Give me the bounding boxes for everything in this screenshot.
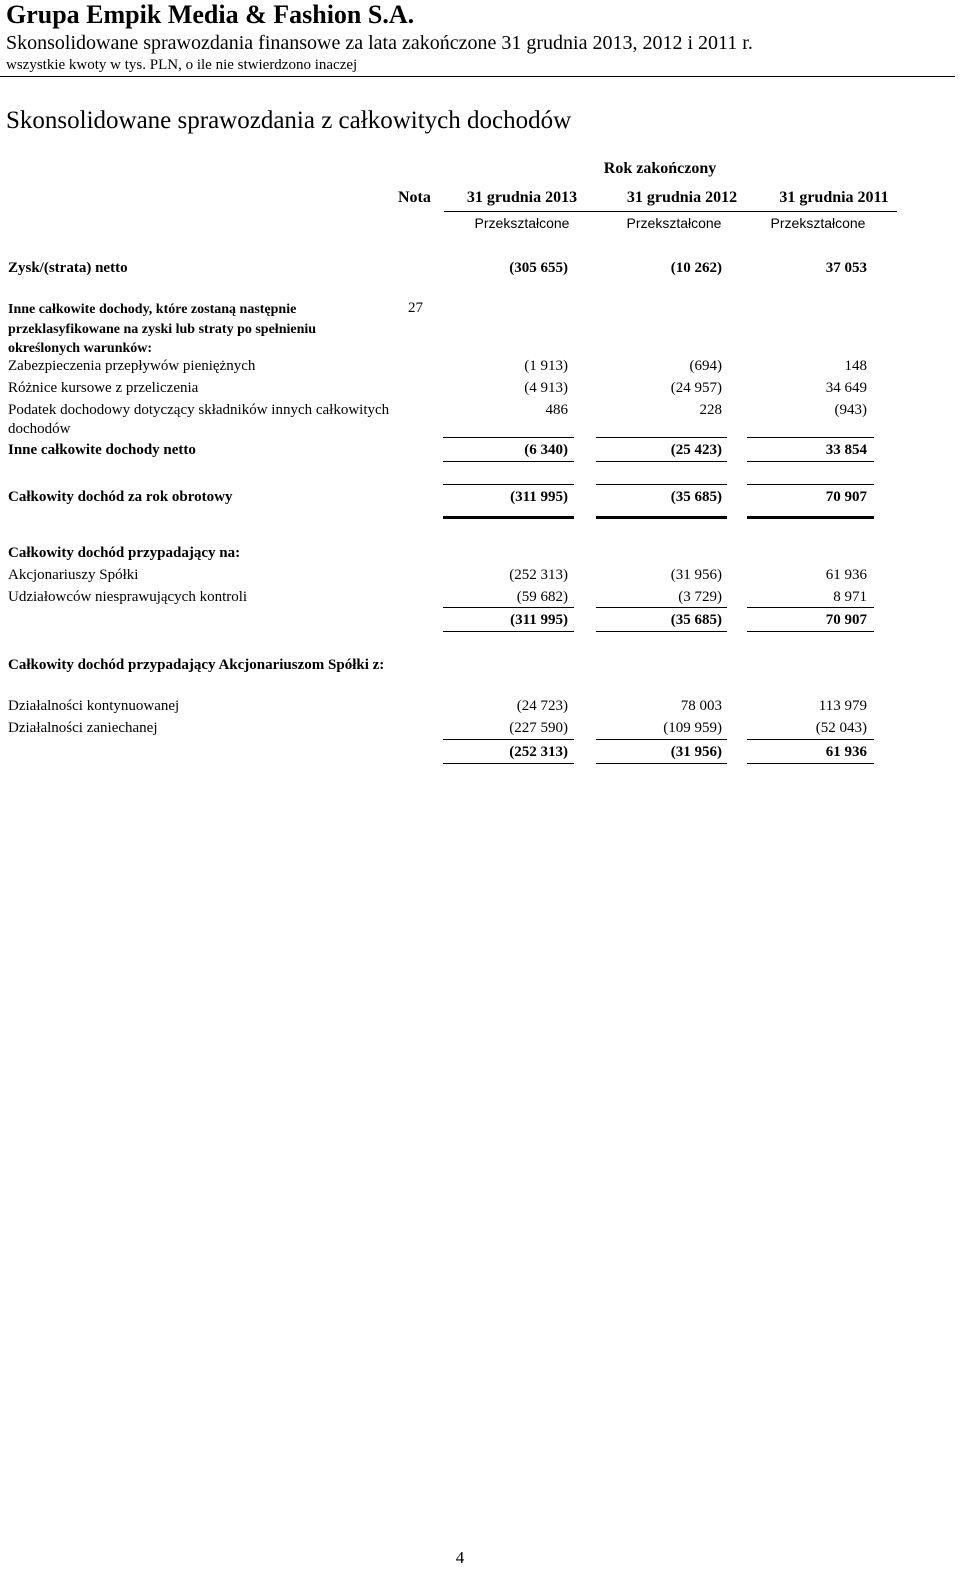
oci-heading-line3: określonych warunków: bbox=[8, 341, 153, 356]
shareholders-label: Akcjonariuszy Spółki bbox=[8, 567, 139, 583]
hedging-2011: 148 bbox=[844, 358, 867, 374]
operations-total-2013: (252 313) bbox=[509, 744, 568, 760]
oci-total-label: Inne całkowite dochody netto bbox=[8, 442, 196, 458]
hedging-2012: (694) bbox=[689, 358, 722, 374]
total-rule bbox=[747, 461, 874, 462]
total-income-label: Całkowity dochód za rok obrotowy bbox=[8, 489, 233, 505]
total-income-2011: 70 907 bbox=[825, 489, 867, 505]
subtotal-rule bbox=[747, 437, 874, 438]
col2-date: 31 grudnia 2012 bbox=[626, 189, 738, 206]
oci-total-2012: (25 423) bbox=[670, 442, 722, 458]
total-rule bbox=[596, 461, 727, 462]
minority-2011: 8 971 bbox=[833, 589, 867, 605]
total-rule bbox=[443, 763, 574, 764]
oci-heading-line2: przeklasyfikowane na zyski lub straty po spełnieniu bbox=[8, 322, 317, 337]
total-rule bbox=[443, 484, 574, 485]
tax-label-line2: dochodów bbox=[8, 421, 71, 437]
continuing-2012: 78 003 bbox=[680, 698, 722, 714]
attribution-total-2013: (311 995) bbox=[510, 612, 568, 628]
col1-date: 31 grudnia 2013 bbox=[466, 189, 578, 206]
double-rule bbox=[747, 516, 874, 519]
continuing-2011: 113 979 bbox=[818, 698, 867, 714]
total-rule bbox=[443, 461, 574, 462]
operations-heading: Całkowity dochód przypadający Akcjonariuszom Spółki z: bbox=[8, 657, 385, 673]
attribution-heading: Całkowity dochód przypadający na: bbox=[8, 545, 241, 561]
subtotal-rule bbox=[747, 607, 874, 608]
total-rule bbox=[747, 631, 874, 632]
header-divider bbox=[0, 76, 955, 77]
col2-status: Przekształcone bbox=[626, 215, 722, 231]
units-note: wszystkie kwoty w tys. PLN, o ile nie stwierdzono inaczej bbox=[6, 57, 358, 73]
fx-2012: (24 957) bbox=[670, 380, 722, 396]
total-rule bbox=[443, 631, 574, 632]
tax-2012: 228 bbox=[699, 402, 722, 418]
attribution-total-2012: (35 685) bbox=[670, 612, 722, 628]
operations-total-2012: (31 956) bbox=[670, 744, 722, 760]
total-rule bbox=[596, 631, 727, 632]
hedging-label: Zabezpieczenia przepływów pieniężnych bbox=[8, 358, 256, 374]
total-rule bbox=[596, 763, 727, 764]
subtotal-rule bbox=[596, 739, 727, 740]
tax-2011: (943) bbox=[834, 402, 867, 418]
report-subtitle: Skonsolidowane sprawozdania finansowe za lata zakończone 31 grudnia 2013, 2012 i 2011 r. bbox=[6, 32, 753, 54]
fx-2013: (4 913) bbox=[524, 380, 568, 396]
oci-heading-line1: Inne całkowite dochody, które zostaną następnie bbox=[8, 302, 297, 317]
total-income-2013: (311 995) bbox=[510, 489, 568, 505]
net-profit-2012: (10 262) bbox=[670, 260, 722, 276]
discontinued-2012: (109 959) bbox=[663, 720, 722, 736]
minority-2013: (59 682) bbox=[516, 589, 568, 605]
shareholders-2013: (252 313) bbox=[509, 567, 568, 583]
discontinued-2013: (227 590) bbox=[509, 720, 568, 736]
page-number: 4 bbox=[455, 1548, 465, 1567]
fx-label: Różnice kursowe z przeliczenia bbox=[8, 380, 199, 396]
minority-2012: (3 729) bbox=[678, 589, 722, 605]
operations-total-2011: 61 936 bbox=[825, 744, 867, 760]
minority-label: Udziałowców niesprawujących kontroli bbox=[8, 589, 248, 605]
discontinued-2011: (52 043) bbox=[815, 720, 867, 736]
fx-2011: 34 649 bbox=[825, 380, 867, 396]
tax-label-line1: Podatek dochodowy dotyczący składników innych całkowitych bbox=[8, 402, 390, 418]
column-header-rule bbox=[444, 211, 897, 212]
continuing-label: Działalności kontynuowanej bbox=[8, 698, 180, 714]
attribution-total-2011: 70 907 bbox=[825, 612, 867, 628]
total-income-2012: (35 685) bbox=[670, 489, 722, 505]
total-rule bbox=[747, 763, 874, 764]
subtotal-rule bbox=[596, 607, 727, 608]
discontinued-label: Działalności zaniechanej bbox=[8, 720, 158, 736]
statement-title: Skonsolidowane sprawozdania z całkowitych dochodów bbox=[6, 107, 572, 134]
continuing-2013: (24 723) bbox=[516, 698, 568, 714]
net-profit-2011: 37 053 bbox=[825, 260, 867, 276]
total-rule bbox=[747, 484, 874, 485]
double-rule bbox=[443, 516, 574, 519]
col3-status: Przekształcone bbox=[770, 215, 866, 231]
shareholders-2011: 61 936 bbox=[825, 567, 867, 583]
double-rule bbox=[596, 516, 727, 519]
hedging-2013: (1 913) bbox=[524, 358, 568, 374]
oci-note: 27 bbox=[408, 300, 423, 316]
period-header: Rok zakończony bbox=[603, 160, 717, 177]
subtotal-rule bbox=[443, 437, 574, 438]
col3-date: 31 grudnia 2011 bbox=[779, 189, 889, 206]
subtotal-rule bbox=[596, 437, 727, 438]
col1-status: Przekształcone bbox=[474, 215, 570, 231]
oci-total-2011: 33 854 bbox=[825, 442, 867, 458]
subtotal-rule bbox=[747, 739, 874, 740]
subtotal-rule bbox=[443, 739, 574, 740]
tax-2013: 486 bbox=[545, 402, 568, 418]
net-profit-label: Zysk/(strata) netto bbox=[8, 260, 128, 276]
total-rule bbox=[596, 484, 727, 485]
oci-total-2013: (6 340) bbox=[524, 442, 568, 458]
subtotal-rule bbox=[443, 607, 574, 608]
company-name: Grupa Empik Media & Fashion S.A. bbox=[6, 0, 415, 29]
note-header: Nota bbox=[398, 189, 431, 206]
net-profit-2013: (305 655) bbox=[509, 260, 568, 276]
shareholders-2012: (31 956) bbox=[670, 567, 722, 583]
